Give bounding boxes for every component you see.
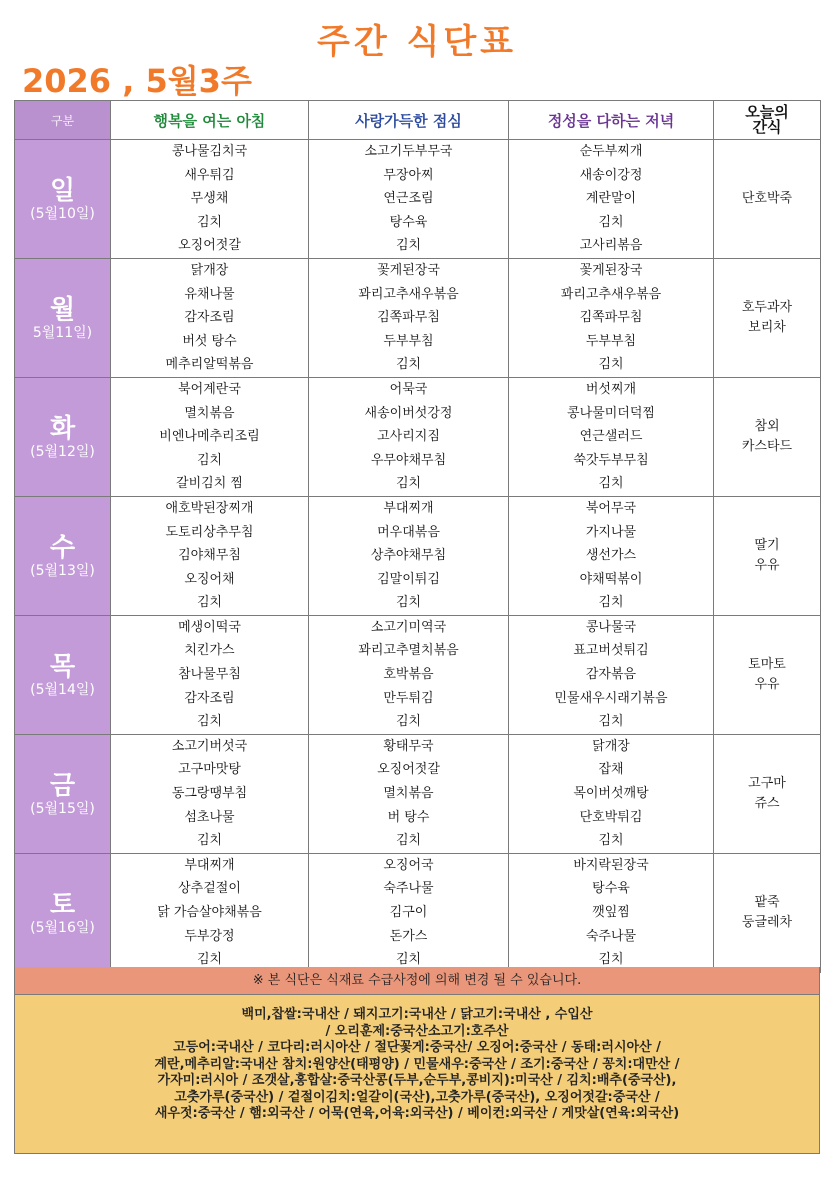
day-cell: [15, 258, 111, 377]
day-date: (5월12일): [30, 443, 95, 460]
menu-item: 만두튀김: [383, 690, 434, 706]
snack-cell: [714, 140, 821, 259]
day-cell: [15, 615, 111, 734]
menu-item: 잡채: [598, 762, 624, 778]
menu-item: 새우튀김: [184, 167, 235, 183]
menu-item: 무생채: [190, 191, 229, 207]
day-date: (5월15일): [30, 800, 95, 817]
menu-item: 유채나물: [184, 286, 235, 302]
menu-item: 멸치볶음: [383, 786, 434, 802]
origin-line: 가자미:러시아 / 조갯살,홍합살:중국산콩(두부,순두부,콩비지):미국산 / 김치:배추(중국산),: [157, 1073, 677, 1088]
breakfast-cell: [111, 496, 309, 615]
menu-item: 김치: [196, 833, 223, 849]
menu-table: [14, 100, 821, 973]
header-breakfast: 행복을 여는 아침: [111, 101, 309, 140]
snack-item: 고구마 쥬스: [748, 775, 786, 811]
snack-item: 토마토 우유: [748, 656, 786, 692]
snack-item: 호두과자 보리차: [741, 299, 793, 335]
menu-item: 김치: [196, 595, 223, 611]
day-cell: [15, 140, 111, 259]
menu-item: 오징어국: [383, 857, 434, 873]
menu-item: 오징어채: [184, 571, 235, 587]
menu-item: 김쪽파무침: [579, 310, 643, 326]
change-notice: ※ 본 식단은 식재료 수급사정에 의해 변경 될 수 있습니다.: [14, 967, 820, 994]
day-cell: [15, 496, 111, 615]
dinner-cell: [509, 496, 714, 615]
dinner-cell: [509, 734, 714, 853]
menu-item: 김치: [395, 238, 422, 254]
menu-item: 도토리상추무침: [165, 524, 254, 540]
menu-item: 꽈리고추멸치볶음: [358, 643, 459, 659]
menu-item: 소고기두부무국: [364, 144, 453, 159]
menu-item: 북어계란국: [178, 381, 241, 397]
menu-item: 고사리지짐: [377, 429, 440, 445]
header-snack: [714, 101, 821, 140]
menu-item: 김치: [395, 714, 422, 730]
lunch-cell: [309, 258, 509, 377]
menu-item: 돈가스: [389, 928, 428, 944]
dinner-cell: [509, 258, 714, 377]
menu-item: 김쪽파무침: [377, 310, 440, 326]
menu-item: 김치: [196, 952, 223, 968]
menu-item: 연근샐러드: [579, 429, 643, 445]
menu-item: 콩나물미더덕찜: [567, 405, 655, 421]
breakfast-cell: [111, 615, 309, 734]
menu-item: 김치: [598, 833, 624, 849]
day-date: 5월11일): [32, 324, 93, 341]
day-cell: [15, 734, 111, 853]
menu-item: 계란말이: [585, 191, 637, 207]
menu-item: 참나물무침: [178, 667, 241, 683]
table-row: [15, 615, 821, 734]
dinner-cell: [509, 615, 714, 734]
menu-item: 민물새우시래기볶음: [554, 690, 668, 706]
menu-item: 콩나물국: [585, 619, 637, 635]
lunch-cell: [309, 377, 509, 496]
menu-item: 무장아찌: [383, 167, 434, 183]
day-cell: [15, 377, 111, 496]
menu-item: 김치: [598, 952, 624, 968]
table-header-row: [15, 101, 821, 140]
day-date: (5월16일): [30, 919, 95, 936]
snack-cell: [714, 496, 821, 615]
menu-item: 머우대볶음: [377, 524, 440, 540]
menu-item: 김치: [598, 714, 624, 730]
table-row: [15, 258, 821, 377]
snack-cell: [714, 615, 821, 734]
header-dinner: 정성을 다하는 저녁: [509, 101, 714, 140]
day-name: 월: [49, 294, 76, 325]
menu-item: 어묵국: [389, 381, 428, 397]
menu-item: 김치: [598, 476, 624, 492]
menu-item: 소고기미역국: [370, 619, 447, 635]
menu-item: 꽃게된장국: [579, 262, 643, 278]
menu-item: 버섯찌개: [585, 381, 637, 397]
snack-cell: [714, 853, 821, 972]
menu-item: 탕수육: [592, 881, 630, 897]
snack-item: 단호박죽: [741, 190, 793, 206]
menu-item: 목이버섯깨탕: [573, 786, 649, 802]
origin-line: 고춧가루(중국산) / 겉절이김치:얼갈이(국산),고춧가루(중국산), 오징어젓갈:중국산 /: [174, 1089, 660, 1105]
menu-item: 부대찌개: [383, 500, 434, 516]
menu-item: 꽈리고추새우볶음: [358, 286, 459, 302]
menu-item: 감자조림: [184, 690, 235, 706]
snack-item: 딸기 우유: [754, 537, 780, 573]
dinner-cell: [509, 377, 714, 496]
menu-item: 새송이강정: [579, 167, 643, 183]
menu-item: 호박볶음: [383, 667, 434, 683]
menu-item: 고사리볶음: [579, 238, 643, 254]
breakfast-cell: [111, 853, 309, 972]
menu-item: 단호박튀김: [579, 809, 643, 825]
menu-item: 감자볶음: [585, 667, 637, 683]
menu-item: 애호박된장찌개: [165, 500, 254, 516]
breakfast-cell: [111, 734, 309, 853]
menu-item: 김말이튀김: [377, 571, 440, 587]
menu-item: 숙주나물: [383, 881, 434, 897]
header-gubun: 구분: [15, 101, 111, 140]
day-name: 화: [49, 413, 76, 444]
menu-item: 김야채무침: [178, 548, 241, 564]
day-name: 수: [49, 532, 76, 563]
menu-item: 김치: [196, 714, 223, 730]
menu-item: 콩나물김치국: [171, 144, 248, 159]
menu-item: 고구마맛탕: [178, 762, 241, 778]
header-snack-text: 오늘의 간식: [745, 103, 789, 136]
menu-item: 부대찌개: [184, 857, 235, 873]
dinner-cell: [509, 140, 714, 259]
menu-item: 김치: [395, 595, 422, 611]
breakfast-cell: [111, 140, 309, 259]
menu-item: 김치: [598, 214, 624, 230]
menu-item: 가지나물: [585, 524, 637, 540]
origin-line: 새우젓:중국산 / 햄:외국산 / 어묵(연육,어육:외국산) / 베이컨:외국산 / 게맛살(연육:외국산): [154, 1106, 680, 1121]
menu-item: 김치: [395, 476, 422, 492]
menu-item: 김치: [395, 952, 422, 968]
week-label: 2026 , 5월3주: [22, 62, 252, 100]
lunch-cell: [309, 496, 509, 615]
menu-item: 김치: [395, 357, 422, 373]
origin-line: 백미,찹쌀:국내산 / 돼지고기:국내산 / 닭고기:국내산 , 수입산: [241, 1007, 593, 1022]
table-row: [15, 734, 821, 853]
snack-item: 팥죽 둥글레차: [741, 894, 793, 930]
table-row: [15, 140, 821, 259]
menu-item: 생선가스: [585, 548, 637, 564]
menu-item: 동그랑땡부침: [171, 786, 248, 802]
table-row: [15, 853, 821, 972]
origin-info: [14, 994, 820, 1154]
menu-item: 쑥갓두부무침: [573, 452, 649, 468]
menu-item: 닭개장: [592, 738, 630, 754]
origin-line: / 오리훈제:중국산소고기:호주산: [325, 1023, 509, 1039]
menu-item: 갈비김치 찜: [176, 476, 243, 492]
menu-item: 비엔나메추리조림: [159, 429, 260, 445]
day-date: (5월10일): [30, 205, 95, 222]
day-date: (5월13일): [30, 562, 95, 579]
day-name: 금: [49, 770, 76, 801]
menu-item: 꽃게된장국: [377, 262, 440, 278]
menu-item: 새송이버섯강정: [364, 405, 453, 421]
menu-item: 오징어젓갈: [377, 762, 440, 778]
menu-item: 상추겉절이: [178, 881, 241, 897]
menu-item: 김치: [196, 214, 223, 230]
dinner-cell: [509, 853, 714, 972]
menu-item: 닭개장: [190, 262, 229, 278]
menu-item: 감자조림: [184, 310, 235, 326]
menu-item: 연근조림: [383, 191, 434, 207]
header-lunch: 사랑가득한 점심: [309, 101, 509, 140]
day-name: 토: [49, 889, 76, 920]
menu-item: 김치: [598, 357, 624, 373]
menu-item: 황태무국: [383, 738, 434, 754]
menu-item: 깻잎찜: [592, 905, 630, 920]
menu-item: 두부강정: [184, 928, 235, 944]
menu-item: 오징어젓갈: [178, 238, 241, 254]
menu-item: 숙주나물: [585, 928, 637, 944]
menu-item: 순두부찌개: [579, 144, 643, 159]
menu-rows: [15, 140, 821, 973]
menu-item: 멸치볶음: [184, 405, 235, 421]
menu-item: 상추야채무침: [370, 548, 447, 564]
origin-line: 고등어:국내산 / 코다리:러시아산 / 절단꽃게:중국산/ 오징어:중국산 / 동태:러시아산 /: [173, 1040, 661, 1055]
snack-cell: [714, 377, 821, 496]
menu-item: 표고버섯튀김: [573, 643, 649, 659]
lunch-cell: [309, 853, 509, 972]
breakfast-cell: [111, 377, 309, 496]
table-row: [15, 377, 821, 496]
menu-item: 꽈리고추새우볶음: [560, 286, 662, 302]
menu-item: 김치: [395, 833, 422, 849]
page-title: 주간 식단표: [316, 22, 518, 62]
menu-item: 두부부침: [383, 333, 434, 349]
day-name: 목: [49, 651, 76, 682]
breakfast-cell: [111, 258, 309, 377]
lunch-cell: [309, 734, 509, 853]
table-row: [15, 496, 821, 615]
menu-item: 메추리알떡볶음: [165, 357, 254, 373]
menu-item: 소고기버섯국: [171, 738, 248, 754]
lunch-cell: [309, 140, 509, 259]
menu-item: 우무야채무침: [370, 452, 447, 468]
menu-item: 야채떡볶이: [579, 571, 643, 587]
menu-item: 북어무국: [585, 500, 637, 516]
origin-line: 계란,메추리알:국내산 참치:원양산(태평양) / 민물새우:중국산 / 조기:중국산 / 꽁치:대만산 /: [154, 1056, 680, 1072]
menu-item: 김구이: [389, 905, 428, 920]
snack-cell: [714, 734, 821, 853]
snack-item: 참외 카스타드: [741, 418, 793, 454]
menu-item: 닭 가슴살야채볶음: [157, 905, 262, 920]
day-name: 일: [49, 175, 76, 206]
menu-item: 메생이떡국: [178, 619, 241, 635]
menu-item: 치킨가스: [184, 643, 235, 659]
menu-item: 김치: [598, 595, 624, 611]
menu-item: 버섯 탕수: [182, 333, 237, 349]
menu-item: 두부부침: [585, 333, 637, 349]
menu-item: 버 탕수: [387, 809, 430, 825]
snack-cell: [714, 258, 821, 377]
day-date: (5월14일): [30, 681, 95, 698]
menu-item: 섬초나물: [184, 809, 235, 825]
menu-item: 김치: [196, 452, 223, 468]
lunch-cell: [309, 615, 509, 734]
day-cell: [15, 853, 111, 972]
menu-item: 탕수육: [389, 214, 428, 230]
menu-item: 바지락된장국: [573, 857, 649, 873]
